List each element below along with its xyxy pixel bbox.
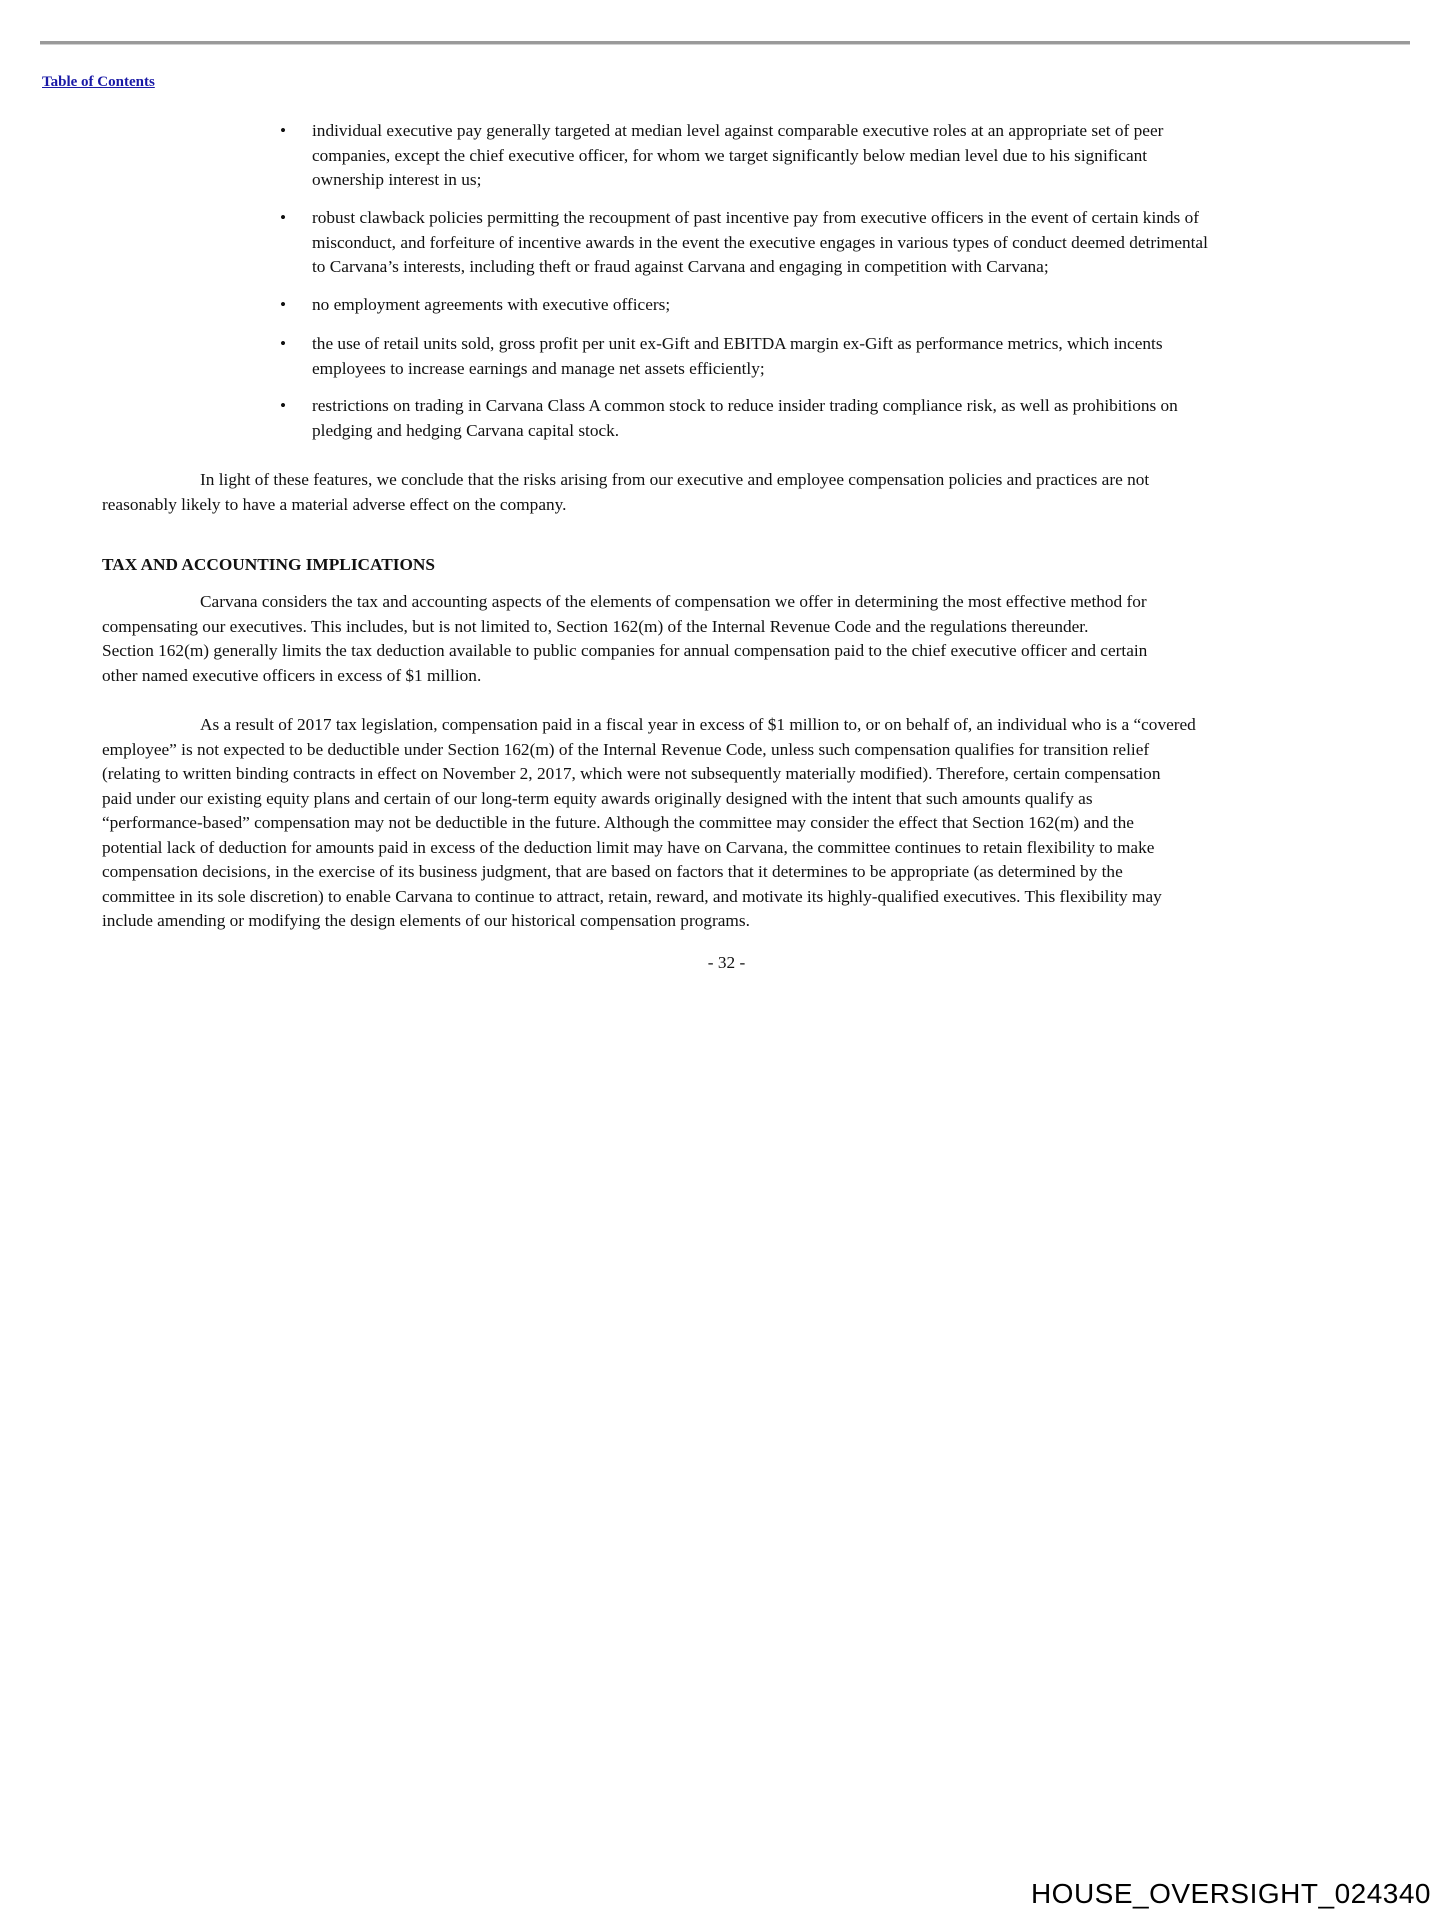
bullet-icon: • <box>280 121 287 140</box>
bullet-icon: • <box>280 295 287 314</box>
text-line: the use of retail units sold, gross profit per unit ex-Gift and EBITDA margin ex-Gift as performance metrics, which incents <box>312 334 1163 353</box>
text-line: to Carvana’s interests, including theft or fraud against Carvana and engaging in competition with Carvana; <box>312 257 1049 276</box>
bullet-text <box>312 119 1163 193</box>
bullet-text <box>312 332 1163 381</box>
bullet-text <box>312 293 670 318</box>
text-line: restrictions on trading in Carvana Class A common stock to reduce insider trading compliance risk, as well as prohibitions on <box>312 396 1178 415</box>
text-line: no employment agreements with executive officers; <box>312 295 671 314</box>
text-line: In light of these features, we conclude that the risks arising from our executive and employee compensation policies and practices are not <box>200 470 1150 489</box>
text-line: “performance-based” compensation may not be deductible in the future. Although the committee may consider the effect that Section 162(m) and the <box>102 813 1134 832</box>
text-line: Section 162(m) generally limits the tax deduction available to public companies for annual compensation paid to the chief executive officer and certain <box>102 641 1148 660</box>
text-line: robust clawback policies permitting the recoupment of past incentive pay from executive officers in the event of certain kinds of <box>312 208 1199 227</box>
text-line: employees to increase earnings and manage net assets efficiently; <box>312 358 765 378</box>
text-line: (relating to written binding contracts in effect on November 2, 2017, which were not subsequently materially modified). Therefore, certain compensation <box>102 764 1161 783</box>
table-of-contents-link[interactable]: Table of Contents <box>42 74 155 90</box>
text-line: Carvana considers the tax and accounting aspects of the elements of compensation we offer in determining the most effective method for <box>200 592 1147 611</box>
bullet-icon: • <box>280 208 287 227</box>
text-line: misconduct, and forfeiture of incentive awards in the event the executive engages in various types of conduct deemed detrimental <box>312 232 1208 252</box>
bullet-icon: • <box>280 334 287 353</box>
text-line: compensation decisions, in the exercise of its business judgment, that are based on factors that it determines to be appropriate (as determined by the <box>102 862 1123 881</box>
tax-paragraph-1 <box>102 590 1147 688</box>
text-line: compensating our executives. This includes, but is not limited to, Section 162(m) of the Internal Revenue Code and the regulations thereunder. <box>102 616 1089 636</box>
bullet-text <box>312 394 1178 443</box>
section-heading: TAX AND ACCOUNTING IMPLICATIONS <box>102 555 436 574</box>
text-line: ownership interest in us; <box>312 170 482 189</box>
text-line: paid under our existing equity plans and certain of our long-term equity awards originally designed with the intent that such amounts qualify as <box>102 788 1093 808</box>
text-line: As a result of 2017 tax legislation, compensation paid in a fiscal year in excess of $1 million to, or on behalf of, an individual who is a “covered <box>200 715 1196 734</box>
text-line: potential lack of deduction for amounts paid in excess of the deduction limit may have on Carvana, the committee continues to retain flexibility to make <box>102 837 1155 857</box>
header-divider <box>40 41 1410 45</box>
text-line: reasonably likely to have a material adverse effect on the company. <box>102 494 567 514</box>
text-line: companies, except the chief executive officer, for whom we target significantly below median level due to his significant <box>312 145 1148 165</box>
page-number: - 32 - <box>707 953 746 972</box>
text-line: include amending or modifying the design elements of our historical compensation programs. <box>102 911 750 930</box>
tax-paragraph-2 <box>102 713 1196 934</box>
bates-stamp: HOUSE_OVERSIGHT_024340 <box>1030 1878 1431 1909</box>
text-line: individual executive pay generally targeted at median level against comparable executive roles at an appropriate set of peer <box>312 121 1164 140</box>
bullet-text <box>312 206 1208 280</box>
text-line: other named executive officers in excess of $1 million. <box>102 665 482 685</box>
bullet-icon: • <box>280 396 287 415</box>
text-line: pledging and hedging Carvana capital stock. <box>312 420 620 440</box>
text-line: committee in its sole discretion) to enable Carvana to continue to attract, retain, reward, and motivate its highly-qualified executives. This flexibility may <box>102 886 1162 906</box>
text-line: employee” is not expected to be deductible under Section 162(m) of the Internal Revenue Code, unless such compensation qualifies for transition relief <box>102 739 1150 759</box>
risk-conclusion-paragraph <box>102 468 1149 517</box>
